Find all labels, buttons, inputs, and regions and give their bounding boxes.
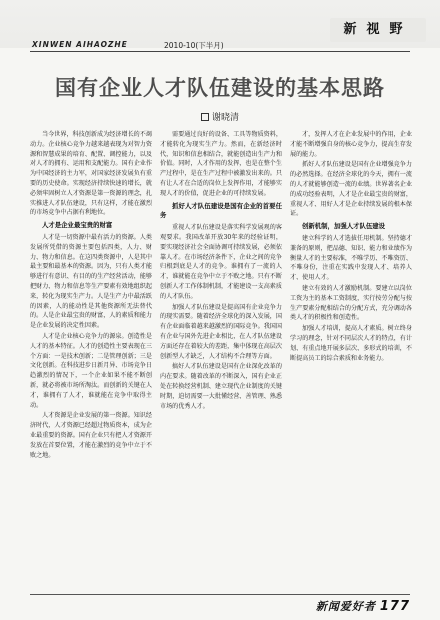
column-name: 新视野 — [330, 18, 426, 42]
header-divider — [30, 51, 410, 52]
body-paragraph: 搞好人才队伍建设是国有企业深化改革的内在要求。随着改革的不断深入，国有企业正处在转换经营机制、建立现代企业制度的关键时期，迫切需要一大批懂经营、善管理、熟悉市场的优秀人才。 — [160, 363, 282, 410]
body-paragraph: 才，发挥人才在企业发展中的作用，企业才能不断增强自身的核心竞争力，提高生存发展的能力。 — [290, 131, 412, 158]
body-paragraph: 当今世界，科技创新成为经济增长的不竭动力。企业核心竞争力越来越表现为对智力资源和智慧成果的培育、配置、调控能力，以及对人才的拥有、运用和支配能力。国有企业作为中国经济的主力军，对国家经济发展负有重要的历史使命。实现经济持续快速的增长，就必须牢固树立人才资源是第一资源的理念，扎实推进人才队伍建设，只有这样，才能在激烈的市场竞争中占据有利地位。 — [30, 131, 152, 217]
body-paragraph: 人才是一切资源中最有活力的资源。人类发展所凭借的资源主要包括四类，人力、财力、物力和信息。在这四类资源中，人是其中最主要和最基本的资源。因为，只有人类才能够进行有意识、有目的的生产经营活动，能够把财力、物力和信息等生产要素有效地组织起来，转化为现实生产力。人是生产力中最活跃的因素，人的能动性是其他资源所无法替代的。人是企业最宝贵的财富，人的素质和能力是企业发展的决定性因素。 — [30, 233, 152, 330]
section-heading: 人才是企业最宝贵的财富 — [42, 221, 113, 230]
section-heading: 创新机制，加强人才队伍建设 — [302, 222, 386, 231]
footer-journal-name: 新闻爱好者 — [315, 600, 376, 613]
body-paragraph: 需要通过良好的设备、工具等物质资料，才能转化为现实生产力。然而，在新经济时代，知识和信息相结合，就能创造出生产力和价值。同时，人才作用的发挥，也是在整个生产过程中，是在生产过程中被激发出来的。只有让人才在合适的岗位上发挥作用，才能够实现人才的价值，促进企业的可持续发展。 — [160, 131, 282, 197]
magazine-brand: XINWEN AIHAOZHE — [32, 40, 128, 49]
text-column-3 — [290, 130, 412, 585]
page-number: 177 — [379, 599, 410, 614]
issue-date: 2010-10(下半月) — [164, 41, 224, 50]
body-paragraph: 人才是企业核心竞争力的源泉。创造性是人才的基本特征。人才的创造性主要表现在三个方面：一是技术创新；二是管理创新；三是文化创新。在科技进步日新月异、市场竞争日趋激烈的情况下，一个企业如果不能不断创新，就必将被市场所淘汰。而创新的关键在人才，谁拥有了人才，谁就能在竞争中取得主动。 — [30, 332, 152, 409]
body-paragraph: 建立有效的人才激励机制。要建立以岗位工资为主的基本工资制度，实行按劳分配与按生产要素分配相结合的分配方式，充分调动各类人才的积极性和创造性。 — [290, 284, 412, 322]
byline-box-icon — [201, 113, 209, 121]
page-footer — [316, 598, 410, 614]
text-column-1 — [30, 130, 152, 585]
article-byline — [0, 110, 440, 123]
body-paragraph: 加强人才培训，提高人才素质。树立终身学习的理念，针对不同层次人才的特点，有计划、有重点地开展多层次、多形式的培训，不断提高员工的综合素质和业务能力。 — [290, 325, 412, 362]
article-title: 国有企业人才队伍建设的基本思路 — [55, 76, 385, 100]
text-column-2 — [160, 130, 282, 585]
body-paragraph: 重视人才队伍建设是落实科学发展观的客观要求。我国改革开放30年来的经验证明，要实现经济社会全面协调可持续发展，必须依靠人才。在市场经济条件下，企业之间的竞争归根到底是人才的竞争。谁拥有了一流的人才，谁就能在竞争中立于不败之地。只有不断创新人才工作体制机制，才能建设一支高素质的人才队伍。 — [160, 224, 282, 300]
author-name: 谢晓清 — [211, 113, 239, 123]
body-paragraph: 抓好人才队伍建设是国有企业增强竞争力的必然选择。在经济全球化的今天，拥有一流的人才就能够创造一流的业绩。世界著名企业的成功经验表明，人才是企业最宝贵的财富，重视人才、用好人才是企业持续发展的根本保证。 — [290, 161, 412, 218]
footer-divider — [30, 594, 410, 595]
body-paragraph: 建立科学的人才选拔任用机制。坚持德才兼备的原则，把品德、知识、能力和业绩作为衡量人才的主要标准，不唯学历、不唯资历、不唯身份，注重在实践中发现人才、培养人才、使用人才。 — [290, 234, 412, 282]
body-paragraph: 人才资源是企业发展的第一资源。知识经济时代，人才资源已经超过物质资本，成为企业最重要的资源。国有企业只有把人才资源开发放在首要位置，才能在激烈的竞争中立于不败之地。 — [30, 412, 152, 459]
section-heading: 抓好人才队伍建设是国有企业的首要任务 — [160, 201, 282, 220]
body-paragraph: 加强人才队伍建设是提高国有企业竞争力的现实需要。随着经济全球化的深入发展，国有企业面临着越来越激烈的国际竞争。我国国有企业与国外先进企业相比，在人才队伍建设方面还存在着较大的差距，集中体现在高层次创新型人才缺乏，人才结构不合理等方面。 — [160, 303, 282, 360]
